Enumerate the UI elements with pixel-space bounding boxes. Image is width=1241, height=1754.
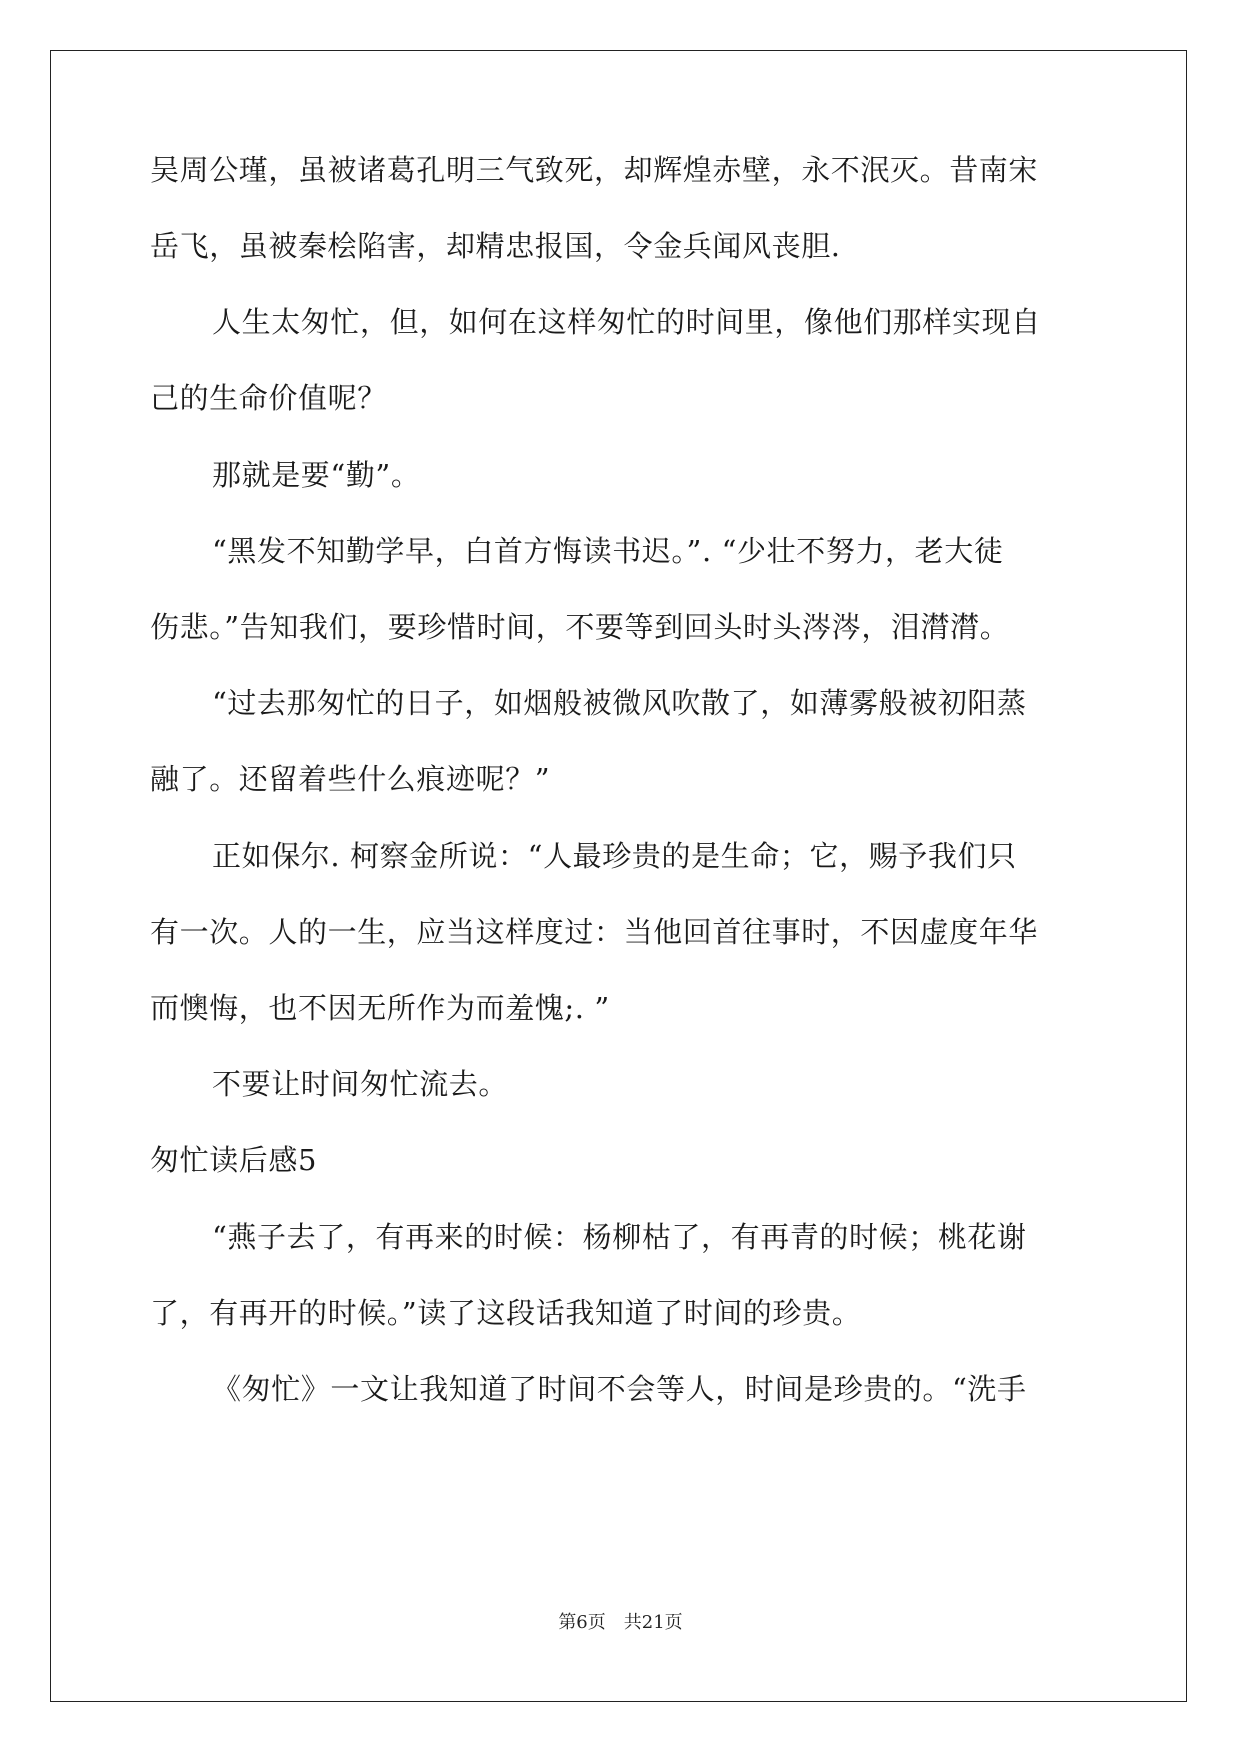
paragraph-line: 正如保尔. 柯察金所说：“人最珍贵的是生命；它，赐予我们只 — [212, 839, 1017, 873]
paragraph-line: 有一次。人的一生，应当这样度过：当他回首往事时，不因虚度年华 — [150, 915, 1039, 949]
page-total: 共21页 — [623, 1612, 683, 1633]
paragraph-line: 伤悲。”告知我们，要珍惜时间，不要等到回头时头涔涔，泪潸潸。 — [150, 610, 1010, 644]
paragraph-line: 人生太匆忙，但，如何在这样匆忙的时间里，像他们那样实现自 — [212, 305, 1041, 339]
paragraph-line: “燕子去了，有再来的时候：杨柳枯了，有再青的时候；桃花谢 — [212, 1220, 1027, 1254]
paragraph-line: 了，有再开的时候。”读了这段话我知道了时间的珍贵。 — [150, 1296, 862, 1330]
page-number: 第6页 — [558, 1612, 606, 1633]
paragraph-line: 吴周公瑾，虽被诸葛孔明三气致死，却辉煌赤壁，永不泯灭。昔南宋 — [150, 153, 1039, 187]
paragraph-line: 《匆忙》一文让我知道了时间不会等人，时间是珍贵的。“洗手 — [212, 1372, 1027, 1406]
paragraph-line: 而懊悔，也不因无所作为而羞愧;. ” — [150, 991, 610, 1025]
paragraph-line: 不要让时间匆忙流去。 — [212, 1067, 509, 1101]
page-footer — [0, 1611, 1241, 1635]
paragraph-line: “过去那匆忙的日子，如烟般被微风吹散了，如薄雾般被初阳蒸 — [212, 686, 1027, 720]
section-heading: 匆忙读后感5 — [150, 1143, 318, 1177]
paragraph-line: 己的生命价值呢？ — [150, 381, 387, 415]
paragraph-line: 那就是要“勤”。 — [212, 458, 421, 492]
page-border — [50, 50, 1187, 1702]
paragraph-line: “黑发不知勤学早，白首方悔读书迟。”. “少壮不努力，老大徒 — [212, 534, 1004, 568]
paragraph-line: 岳飞，虽被秦桧陷害，却精忠报国，令金兵闻风丧胆. — [150, 229, 841, 263]
paragraph-line: 融了。还留着些什么痕迹呢？” — [150, 762, 551, 796]
